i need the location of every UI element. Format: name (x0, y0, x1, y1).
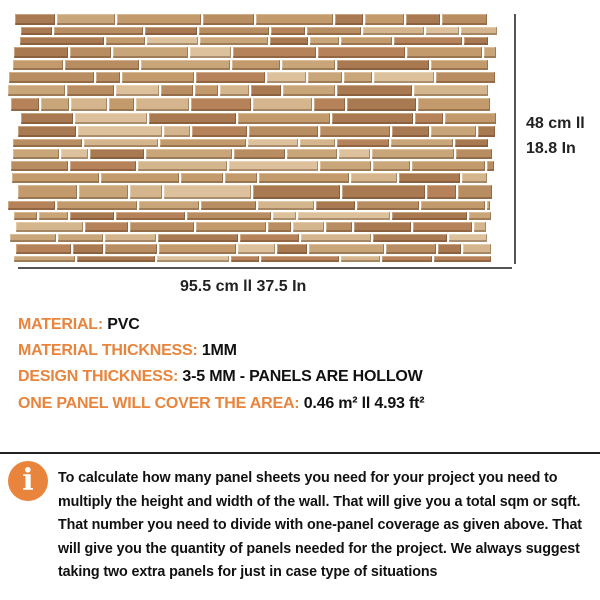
stone-brick (191, 98, 251, 111)
stone-brick (70, 212, 114, 220)
stone-brick (431, 126, 476, 137)
stone-brick (484, 47, 496, 58)
spec-value: 3-5 MM - PANELS ARE HOLLOW (182, 368, 423, 385)
stone-brick (105, 244, 157, 254)
stone-brick (394, 37, 462, 45)
stone-brick (229, 161, 318, 171)
stone-brick (21, 113, 73, 124)
stone-brick (196, 72, 265, 83)
stone-brick (65, 60, 139, 70)
stone-brick (18, 185, 77, 199)
spec-label: MATERIAL THICKNESS: (18, 342, 198, 359)
stone-brick (462, 173, 487, 183)
height-dimension-in: 18.8 In (526, 140, 576, 157)
stone-brick (339, 149, 370, 159)
stone-brick (141, 60, 230, 70)
stone-brick (231, 256, 259, 262)
stone-brick (418, 98, 490, 111)
stone-brick (190, 47, 231, 58)
stone-brick (256, 14, 333, 25)
stone-brick (344, 72, 372, 83)
stone-brick (67, 85, 114, 96)
stone-brick (427, 185, 456, 199)
stone-brick (318, 47, 405, 58)
stone-brick (116, 85, 159, 96)
stone-brick (373, 161, 410, 171)
stone-brick (267, 72, 306, 83)
stone-brick (90, 149, 144, 159)
stone-brick (354, 222, 411, 232)
spec-coverage-area (18, 395, 424, 413)
stone-brick (341, 256, 380, 262)
stone-brick (238, 244, 275, 254)
stone-brick (335, 14, 363, 25)
stone-brick (192, 126, 247, 137)
stone-brick (421, 201, 485, 210)
stone-brick (161, 85, 193, 96)
stone-brick (449, 234, 487, 242)
divider (0, 452, 600, 454)
stone-brick (240, 234, 299, 242)
stone-brick (57, 14, 115, 25)
stone-brick (391, 139, 453, 147)
stone-brick (14, 47, 68, 58)
stone-brick (253, 98, 312, 111)
stone-brick (58, 234, 103, 242)
stone-brick (337, 139, 389, 147)
stone-brick (357, 201, 419, 210)
stone-brick (308, 72, 342, 83)
stone-brick (101, 173, 179, 183)
stone-brick (57, 201, 137, 210)
stone-brick (455, 139, 488, 147)
stone-brick (20, 37, 104, 45)
stone-brick (70, 161, 136, 171)
stone-brick (445, 113, 496, 124)
stone-brick (10, 234, 56, 242)
stone-brick (320, 126, 390, 137)
stone-brick (414, 85, 488, 96)
stone-brick (458, 185, 492, 199)
stone-brick (11, 161, 68, 171)
height-dimension-line (514, 14, 516, 264)
width-dimension-line (18, 267, 512, 269)
stone-brick (253, 185, 340, 199)
spec-design-thickness (18, 368, 423, 386)
stone-brick (374, 72, 434, 83)
stone-brick (326, 222, 352, 232)
stone-brick (146, 149, 232, 159)
stone-brick (61, 149, 88, 159)
stone-brick (382, 256, 432, 262)
stone-brick (365, 14, 404, 25)
stone-brick (16, 244, 71, 254)
stone-brick (341, 37, 392, 45)
stone-brick (431, 60, 488, 70)
stone-brick (436, 72, 495, 83)
stone-brick (438, 244, 461, 254)
stone-brick (310, 37, 339, 45)
stone-brick (145, 27, 197, 35)
stone-brick (181, 173, 223, 183)
stone-brick (14, 256, 75, 262)
stone-brick (363, 27, 424, 35)
info-text: To calculate how many panel sheets you need for your project you need to multiply the height and width of the wall. That will give you a total sqm or sqft. That number you need to divide with one-panel coverage as given above. That will give you the quantity of panels needed for the project. We always suggest taking two extra panels for just in case type of situations (58, 470, 582, 581)
stone-brick (113, 47, 188, 58)
stone-brick (79, 185, 128, 199)
stone-brick (138, 161, 227, 171)
stone-brick (478, 126, 495, 137)
stone-brick (261, 256, 339, 262)
stone-brick (307, 27, 361, 35)
stone-brick (463, 244, 491, 254)
stone-brick (18, 126, 76, 137)
stone-brick (16, 222, 83, 232)
stone-brick (258, 201, 314, 210)
stone-brick (196, 222, 266, 232)
stone-brick (12, 173, 99, 183)
stone-brick (21, 27, 52, 35)
spec-value: 0.46 m² ll 4.93 ft² (303, 395, 425, 412)
height-dimension-cm: 48 cm ll (526, 115, 585, 132)
stone-brick (337, 60, 429, 70)
spec-value: PVC (107, 316, 140, 333)
width-dimension: 95.5 cm ll 37.5 In (180, 278, 307, 295)
stone-brick (130, 222, 194, 232)
stone-brick (139, 201, 199, 210)
stone-brick (337, 85, 412, 96)
stone-brick (271, 27, 305, 35)
stone-brick (96, 72, 120, 83)
stone-brick (469, 212, 491, 220)
stone-wall-panel-image (8, 14, 500, 264)
stone-brick (287, 149, 337, 159)
stone-brick (122, 72, 194, 83)
stone-brick (195, 85, 218, 96)
stone-brick (84, 139, 158, 147)
stone-brick (259, 173, 349, 183)
stone-brick (373, 234, 447, 242)
stone-brick (273, 212, 296, 220)
stone-brick (293, 222, 324, 232)
stone-brick (347, 98, 416, 111)
spec-label: MATERIAL: (18, 316, 103, 333)
stone-brick (8, 85, 65, 96)
stone-brick (268, 222, 291, 232)
stone-brick (238, 113, 330, 124)
stone-brick (70, 47, 111, 58)
stone-brick (392, 126, 429, 137)
stone-brick (159, 244, 236, 254)
stone-brick (270, 37, 308, 45)
stone-brick (71, 98, 107, 111)
stone-brick (13, 139, 82, 147)
stone-brick (200, 37, 268, 45)
stone-brick (351, 173, 397, 183)
stone-brick (456, 149, 492, 159)
stone-brick (8, 201, 55, 210)
stone-brick (298, 212, 390, 220)
stone-brick (442, 14, 487, 25)
stone-brick (332, 113, 413, 124)
stone-brick (316, 201, 355, 210)
stone-brick (249, 126, 318, 137)
stone-brick (248, 139, 298, 147)
stone-brick (39, 212, 68, 220)
stone-brick (158, 234, 238, 242)
stone-brick (487, 201, 490, 210)
stone-brick (105, 234, 156, 242)
stone-brick (277, 244, 307, 254)
stone-brick (85, 222, 128, 232)
stone-brick (164, 126, 190, 137)
stone-brick (407, 47, 482, 58)
stone-brick (75, 113, 147, 124)
stone-brick (314, 98, 345, 111)
stone-brick (283, 85, 335, 96)
stone-brick (157, 256, 229, 262)
spec-material-thickness (18, 342, 237, 360)
stone-brick (78, 126, 162, 137)
spec-label: DESIGN THICKNESS: (18, 368, 179, 385)
stone-brick (426, 27, 459, 35)
stone-brick (15, 14, 55, 25)
stone-brick (77, 256, 155, 262)
stone-brick (136, 98, 189, 111)
stone-brick (464, 37, 488, 45)
stone-brick (199, 27, 269, 35)
stone-brick (461, 27, 497, 35)
stone-brick (11, 98, 39, 111)
spec-material (18, 316, 140, 334)
stone-brick (149, 113, 236, 124)
stone-brick (415, 113, 443, 124)
stone-brick (41, 98, 69, 111)
stone-brick (487, 161, 494, 171)
stone-brick (233, 47, 316, 58)
stone-brick (399, 173, 460, 183)
stone-brick (282, 60, 335, 70)
stone-brick (13, 149, 59, 159)
stone-brick (251, 85, 281, 96)
stone-brick (13, 60, 63, 70)
stone-brick (412, 161, 485, 171)
stone-brick (220, 85, 249, 96)
stone-brick (201, 201, 256, 210)
stone-brick (106, 37, 145, 45)
stone-brick (309, 244, 384, 254)
stone-brick (232, 60, 280, 70)
stone-brick (300, 139, 335, 147)
stone-brick (392, 212, 467, 220)
stone-brick (225, 173, 257, 183)
stone-brick (147, 37, 198, 45)
stone-brick (320, 161, 371, 171)
stone-brick (406, 14, 440, 25)
stone-brick (117, 14, 201, 25)
info-icon: i (8, 461, 48, 501)
stone-brick (73, 244, 103, 254)
stone-brick (372, 149, 454, 159)
stone-brick (434, 256, 491, 262)
stone-brick (109, 98, 134, 111)
stone-brick (386, 244, 436, 254)
stone-brick (234, 149, 285, 159)
stone-brick (413, 222, 472, 232)
stone-brick (301, 234, 371, 242)
stone-brick (9, 72, 94, 83)
stone-brick (116, 212, 185, 220)
stone-brick (14, 212, 37, 220)
spec-label: ONE PANEL WILL COVER THE AREA: (18, 395, 300, 412)
stone-brick (474, 222, 486, 232)
stone-brick (54, 27, 143, 35)
stone-brick (164, 185, 251, 199)
stone-brick (130, 185, 162, 199)
stone-brick (203, 14, 254, 25)
stone-brick (160, 139, 246, 147)
stone-brick (187, 212, 271, 220)
spec-value: 1MM (201, 342, 237, 359)
stone-brick (342, 185, 425, 199)
